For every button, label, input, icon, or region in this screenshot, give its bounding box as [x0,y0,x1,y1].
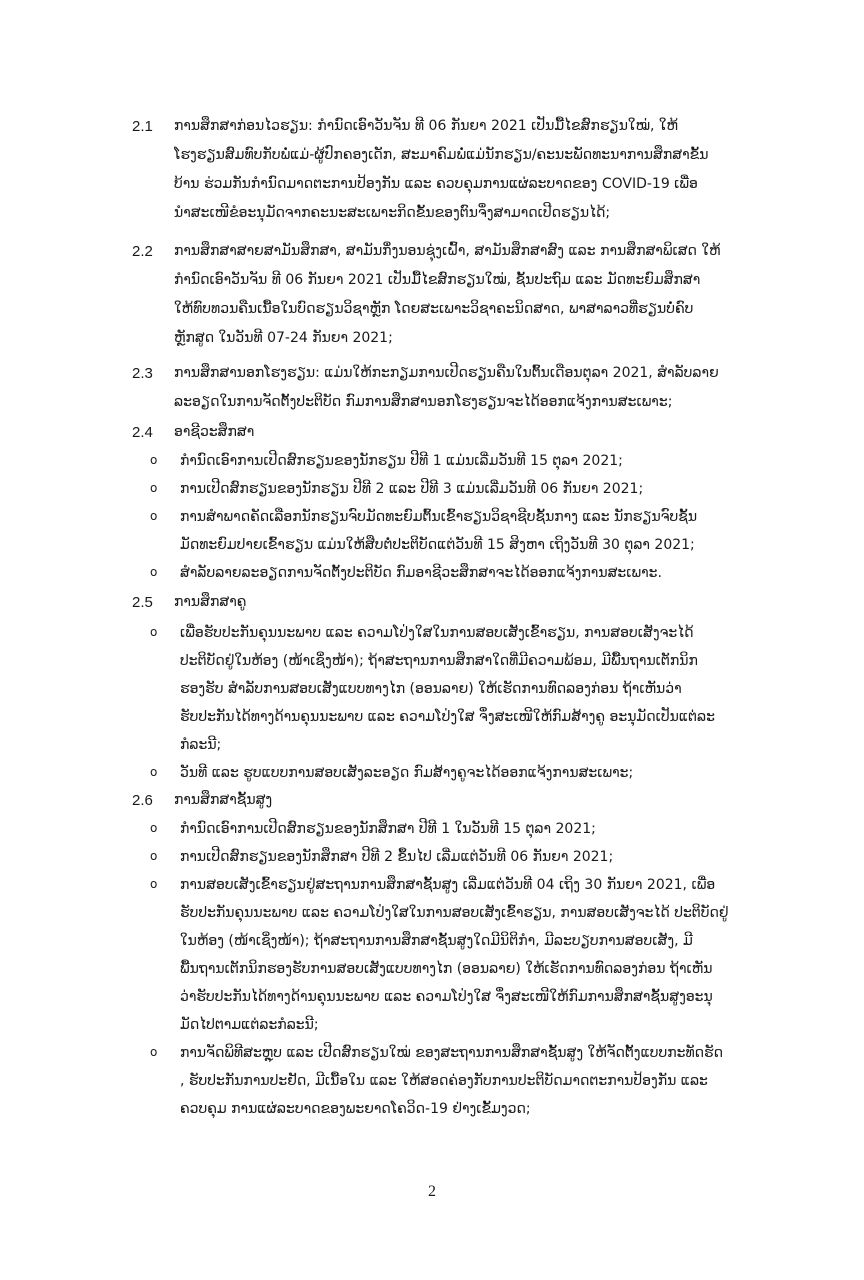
text-line: ການສຶກສາສາຍສາມັນສຶກສາ, ສາມັນກຶ່ງນອນຊຸ່ງເຝົ້າ, ສາມັນສຶກສາສົງ ແລະ ການສຶກສາພິເສດ ໃຫ້ [174,243,721,259]
section-number: 2.2 [132,243,153,260]
section-body [174,237,772,353]
text-line: ກຳນົດເອົາວັນຈັນ ທີ 06 ກັນຍາ 2021 ເປັນມື້ໄຂສົກຮຽນໃໝ່, ຊັ້ນປະຖົມ ແລະ ມັດທະຍົມສຶກສາ [174,272,701,288]
list-item [150,619,780,759]
list-item [150,559,780,587]
section-title: ການສຶກສາຊັ້ນສູງ [174,792,273,808]
text-line: ຄວບຄຸມ ການແຜ່ລະບາດຂອງພະຍາດໂຄວິດ-19 ຢ່າງເຂັ້ມງວດ; [180,1101,531,1117]
bullet-list [150,815,780,1123]
text-line: ລະອຽດໃນການຈັດຕັ້ງປະຕິບັດ ກົມການສຶກສານອກໂຮງຮຽນຈະໄດ້ອອກແຈ້ງການສະເພາະ; [174,394,673,410]
bullet-marker: o [150,1045,158,1059]
section-body [174,112,772,228]
list-item [150,871,780,1039]
section-number: 2.6 [132,792,153,809]
text-line: ສຳລັບລາຍລະອຽດການຈັດຕັ້ງປະຕິບັດ ກົມອາຊີວະສຶກສາຈະໄດ້ອອກແຈ້ງການສະເພາະ. [180,565,662,581]
list-item [150,1039,780,1123]
text-line: ການສຶກສາກ່ອນໄວຮຽນ: ກຳນົດເອົາວັນຈັນ ທີ 06 ກັນຍາ 2021 ເປັນມື້ໄຂສົກຮຽນໃໝ່, ໃຫ້ [174,118,679,134]
text-line: ກໍລະນີ; [180,737,222,753]
text-line: ການສອບເສັງເຂົ້າຮຽນຢູ່ສະຖານການສຶກສາຊັ້ນສູງ ເລີ່ມແຕ່ວັນທີ 04 ເຖິງ 30 ກັນຍາ 2021, ເພື່ອ [180,877,716,893]
section-title: ການສຶກສາຄູ [174,594,247,610]
text-line: ວ່າຮັບປະກັນໄດ້ທາງດ້ານຄຸນນະພາບ ແລະ ຄວາມໂປ່ງໃສ ຈຶ່ງສະເໜີໃຫ້ກົມການສຶກສາຊັ້ນສູງອະນຸ [180,989,713,1005]
bullet-marker: o [150,625,158,639]
section-number: 2.1 [132,118,153,135]
text-line: ຮັບປະກັນຄຸນນະພາບ ແລະ ຄວາມໂປ່ງໃສໃນການສອບເສັງເຂົ້າຮຽນ, ການສອບເສັງຈະໄດ້ ປະຕິບັດຢູ່ [180,905,729,921]
text-line: ຮັບປະກັນໄດ້ທາງດ້ານຄຸນນະພາບ ແລະ ຄວາມໂປ່ງໃສ ຈຶ່ງສະເໜີໃຫ້ກົມສ້າງຄູ ອະນຸມັດເປັນແຕ່ລະ [180,709,715,725]
bullet-marker: o [150,509,158,523]
text-line: ການເປີດສົກຮຽນຂອງນັກສຶກສາ ປີທີ 2 ຂຶ້ນໄປ ເລີ່ມແຕ່ວັນທີ 06 ກັນຍາ 2021; [180,849,614,865]
bullet-list [150,447,780,587]
page-number: 2 [428,1183,436,1200]
bullet-marker: o [150,565,158,579]
text-line: ໃນຫ້ອງ (ໜ້າເຊິ່ງໜ້າ); ຖ້າສະຖານການສຶກສາຊັ້ນສູງໃດມີນິຕິກຳ, ມີລະບຽບການສອບເສັງ, ມີ [180,933,693,949]
list-item [150,815,780,843]
text-line: ນຳສະເໜີຂໍອະນຸມັດຈາກຄະນະສະເພາະກິດຂັ້ນຂອງຕົນຈຶ່ງສາມາດເປີດຮຽນໄດ້; [174,205,611,221]
bullet-marker: o [150,849,158,863]
text-line: ໂຮງຮຽນສົມທົບກັບພໍ່ແມ່-ຜູ້ປົກຄອງເດັກ, ສະມາຄົມພໍ່ແມ່ນັກຮຽນ/ຄະນະພັດທະນາການສຶກສາຂັ້ນ [174,147,709,163]
section-number: 2.3 [132,365,153,382]
text-line: ບ້ານ ຮ່ວມກັນກຳນົດມາດຕະການປ້ອງກັນ ແລະ ຄວບຄຸມການແຜ່ລະບາດຂອງ COVID-19 ເພື່ອ [174,176,698,192]
list-item [150,843,780,871]
bullet-marker: o [150,453,158,467]
text-line: ໃຫ້ທົບທວນຄືນເນື້ອໃນບົດຮຽນວິຊາຫຼັກ ໂດຍສະເພາະວິຊາຄະນິດສາດ, ພາສາລາວທີ່ຮຽນບໍ່ຄົບ [174,301,694,317]
list-item [150,759,780,787]
text-line: ພື້ນຖານເຕັກນິກຮອງຮັບການສອບເສັງແບບທາງໄກ (ອອນລາຍ) ໃຫ້ເຮັດການທົດລອງກ່ອນ ຖ້າເຫັນ [180,961,713,977]
text-line: ການສຶກສານອກໂຮງຮຽນ: ແມ່ນໃຫ້ກະກຽມການເປີດຮຽນຄືນໃນຕົ້ນເດືອນຕຸລາ 2021, ສຳລັບລາຍ [174,365,719,381]
text-line: ມັດໄປຕາມແຕ່ລະກໍລະນີ; [180,1017,319,1033]
bullet-marker: o [150,821,158,835]
text-line: ການສຳພາດຄັດເລືອກນັກຮຽນຈົບມັດທະຍົມຕົ້ນເຂົ້າຮຽນວິຊາຊີບຊັ້ນກາງ ແລະ ນັກຮຽນຈົບຊັ້ນ [180,509,698,525]
text-line: ຫຼັກສູດ ໃນວັນທີ 07-24 ກັນຍາ 2021; [174,330,393,346]
list-item [150,447,780,475]
section-number: 2.4 [132,424,153,441]
bullet-marker: o [150,877,158,891]
text-line: ເພື່ອຮັບປະກັນຄຸນນະພາບ ແລະ ຄວາມໂປ່ງໃສໃນການສອບເສັງເຂົ້າຮຽນ, ການສອບເສັງຈະໄດ້ [180,625,694,641]
text-line: ການເປີດສົກຮຽນຂອງນັກຮຽນ ປີທີ 2 ແລະ ປີທີ 3 ແມ່ນເລີ່ມວັນທີ 06 ກັນຍາ 2021; [180,481,644,497]
section-body [174,359,772,417]
list-item [150,503,780,559]
section-2-3 [132,359,772,417]
section-title: ອາຊີວະສຶກສາ [174,424,255,440]
section-2-2 [132,237,772,353]
section-number: 2.5 [132,594,153,611]
bullet-marker: o [150,481,158,495]
text-line: , ຮັບປະກັນການປະຢັດ, ມີເນື້ອໃນ ແລະ ໃຫ້ສອດຄ່ອງກັບການປະຕິບັດມາດຕະການປ້ອງກັນ ແລະ [180,1073,708,1089]
text-line: ຮອງຮັບ ສຳລັບການສອບເສັງແບບທາງໄກ (ອອນລາຍ) ໃຫ້ເຮັດການທົດລອງກ່ອນ ຖ້າເຫັນວ່າ [180,681,682,697]
list-item [150,475,780,503]
text-line: ມັດທະຍົມປາຍເຂົ້າຮຽນ ແມ່ນໃຫ້ສືບຕໍ່ປະຕິບັດແຕ່ວັນທີ 15 ສິງຫາ ເຖິງວັນທີ 30 ຕຸລາ 2021; [180,537,695,553]
text-line: ປະຕິບັດຢູ່ໃນຫ້ອງ (ໜ້າເຊິ່ງໜ້າ); ຖ້າສະຖານການສຶກສາໃດທີ່ມີຄວາມພ້ອມ, ມີພື້ນຖານເຕັກນິກ [180,653,698,669]
bullet-list [150,619,780,787]
text-line: ການຈັດພິທີສະຫຼຸບ ແລະ ເປີດສົກຮຽນໃໝ່ ຂອງສະຖານການສຶກສາຊັ້ນສູງ ໃຫ້ຈັດຕັ້ງແບບກະທັດຮັດ [180,1045,723,1061]
text-line: ກຳນົດເອົາການເປີດສົກຮຽນຂອງນັກຮຽນ ປີທີ 1 ແມ່ນເລີ່ມວັນທີ 15 ຕຸລາ 2021; [180,453,623,469]
bullet-marker: o [150,765,158,779]
section-2-1 [132,112,772,228]
text-line: ວັນທີ ແລະ ຮູບແບບການສອບເສັງລະອຽດ ກົມສ້າງຄູຈະໄດ້ອອກແຈ້ງການສະເພາະ; [180,765,634,781]
text-line: ກຳນົດເອົາການເປີດສົກຮຽນຂອງນັກສຶກສາ ປີທີ 1 ໃນວັນທີ 15 ຕຸລາ 2021; [180,821,596,837]
